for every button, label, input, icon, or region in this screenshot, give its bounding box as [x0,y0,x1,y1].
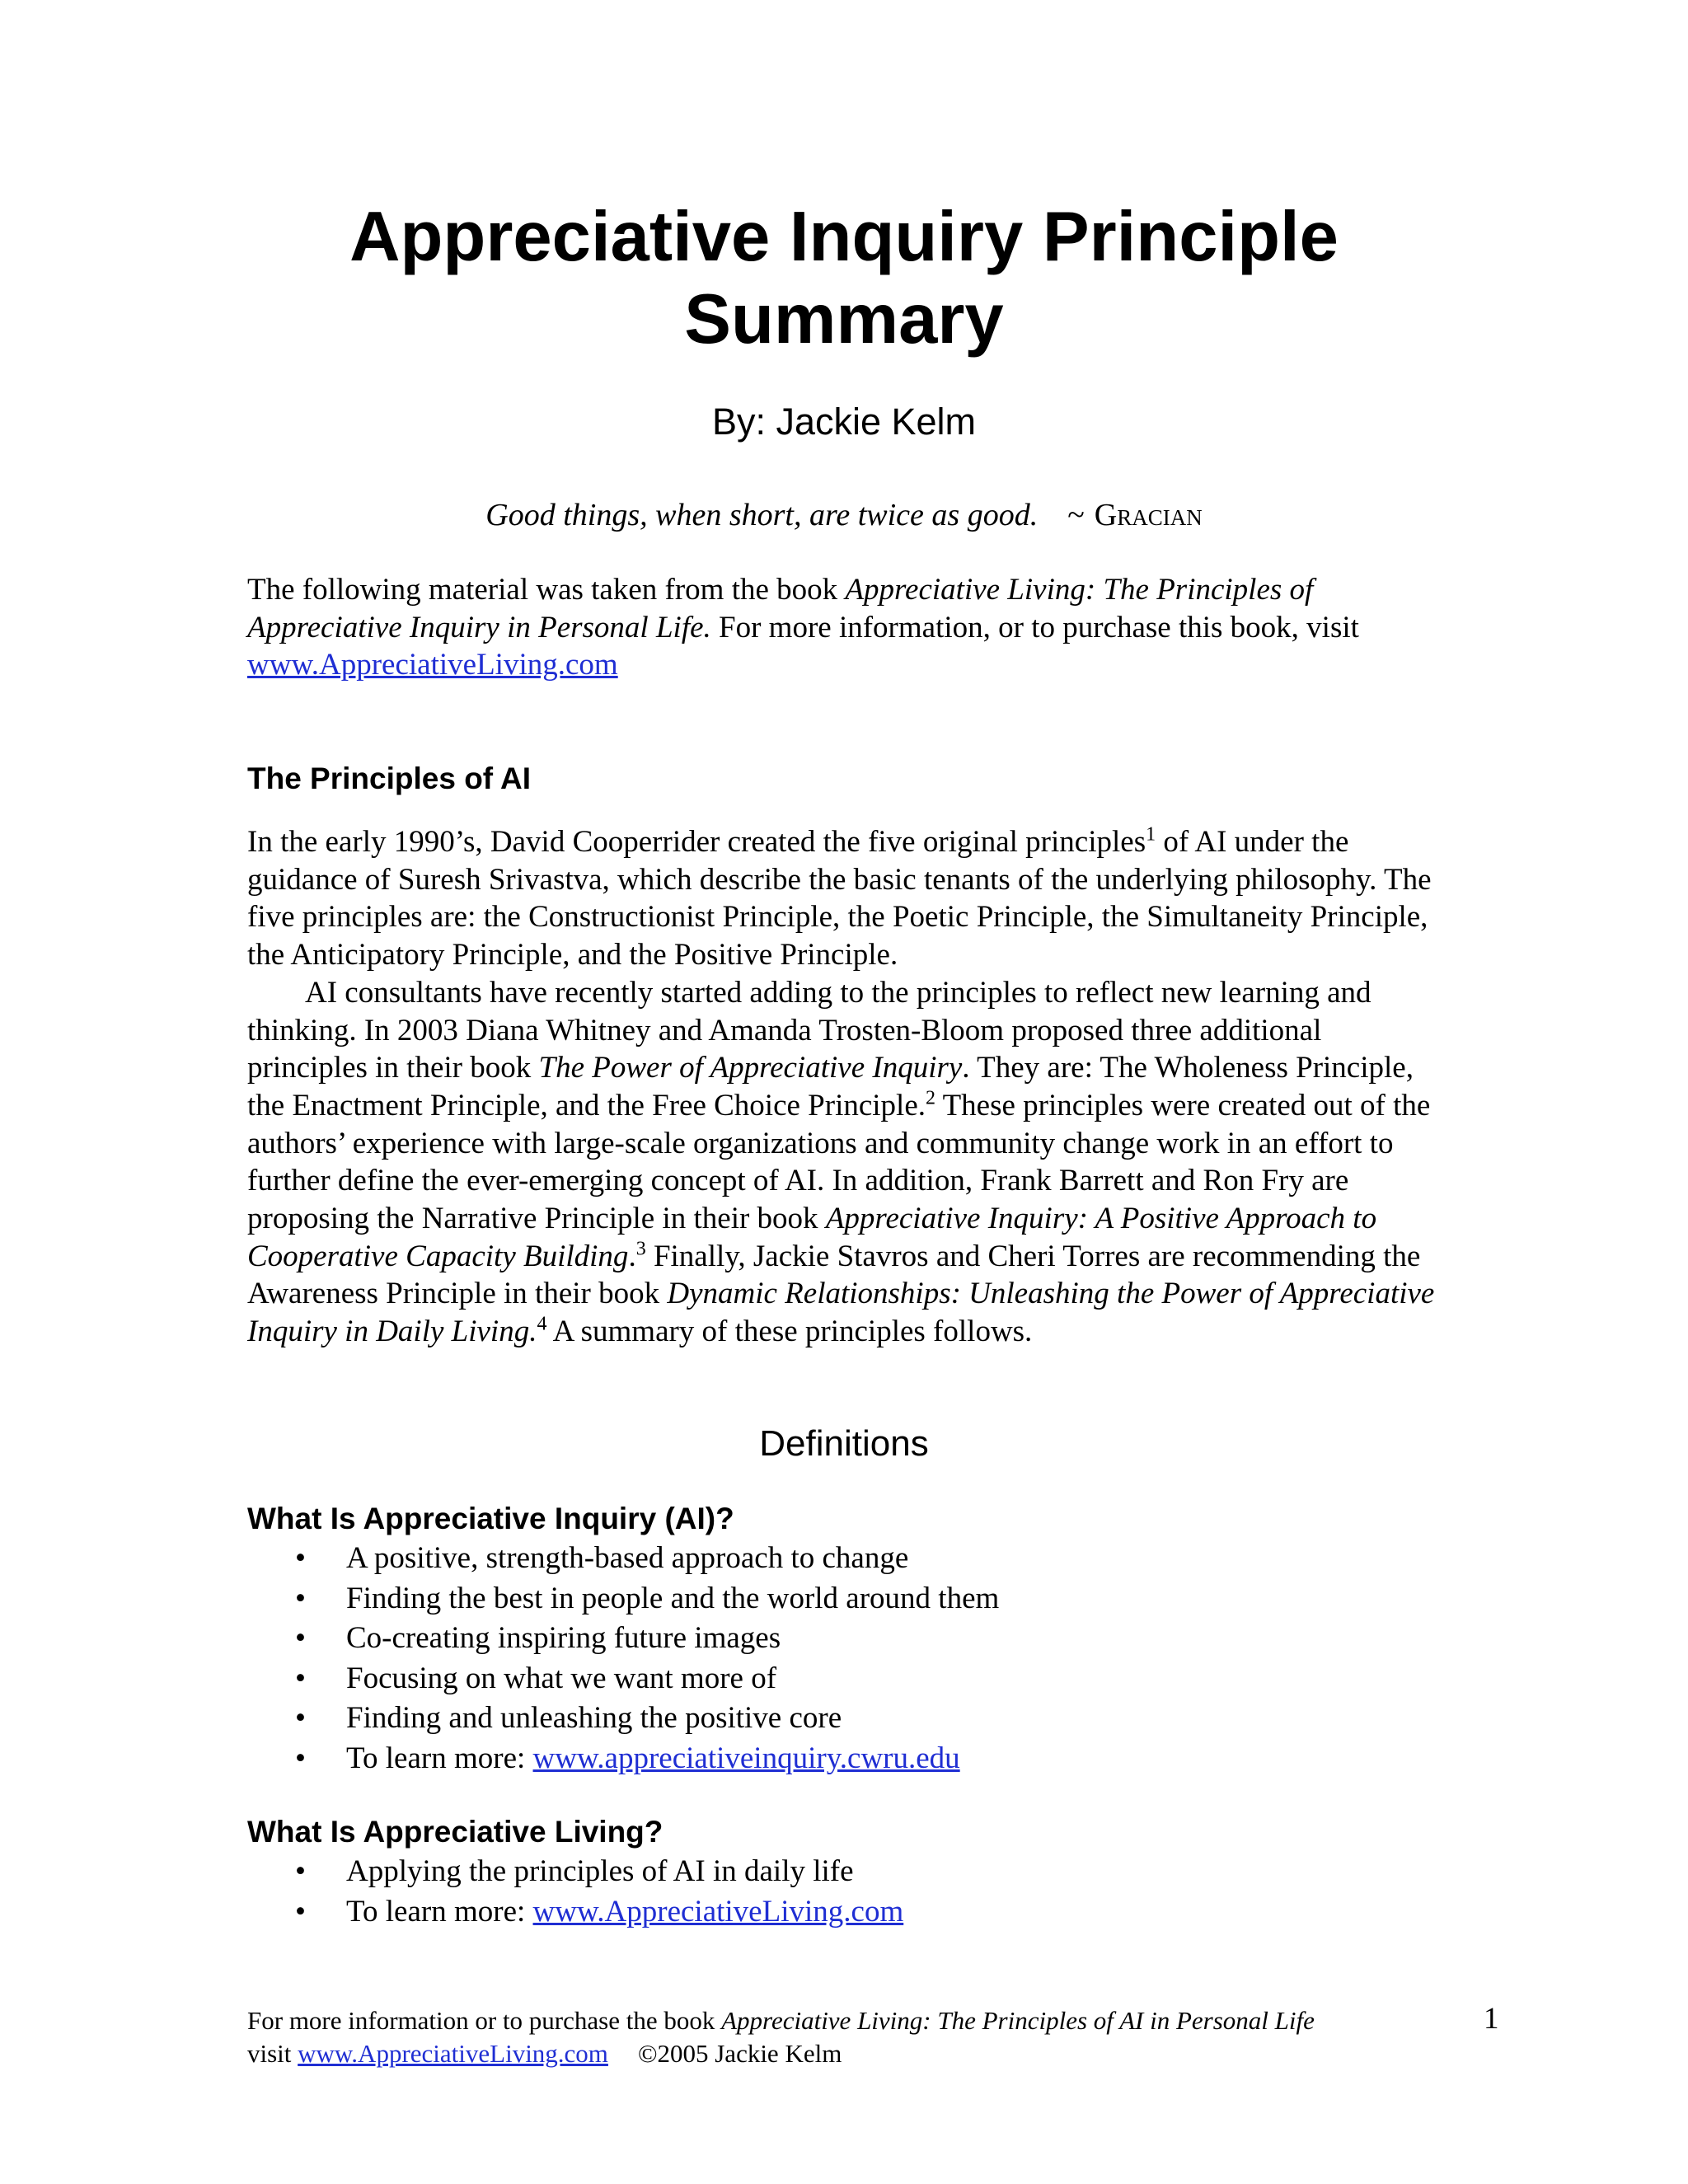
epigraph-author: Gracian [1094,498,1203,532]
document-title [0,196,1688,361]
list-item: • Finding the best in people and the world around them [247,1579,999,1619]
footer-copyright: ©2005 Jackie Kelm [637,2039,842,2068]
ai-learn-more-link[interactable]: www.appreciativeinquiry.cwru.edu [532,1741,960,1775]
list-item: • To learn more: www.appreciativeinquiry.cwru.edu [247,1739,999,1779]
definitions-heading: Definitions [759,1423,929,1464]
footnote-ref-4: 4 [537,1313,547,1335]
bullet-icon: • [295,1661,306,1695]
list-item: • Focusing on what we want more of [247,1659,999,1699]
list-item: • To learn more: www.AppreciativeLiving.com [247,1892,903,1933]
book-title-dynamic-relationships: Dynamic Relationships: Unleashing the Power of Appreciative Inquiry in Daily Living. [247,1277,1435,1349]
bullet-icon: • [295,1894,306,1929]
byline: By: Jackie Kelm [711,401,977,443]
intro-paragraph [247,571,1442,684]
intro-website-link[interactable]: www.AppreciativeLiving.com [247,648,618,682]
footnote-ref-3: 3 [635,1238,646,1260]
what-is-al-heading: What Is Appreciative Living? [247,1815,663,1849]
principles-heading: The Principles of AI [247,762,532,795]
title-line-1: Appreciative Inquiry Principle [349,198,1339,276]
title-line-2: Summary [684,280,1004,359]
bullet-icon: • [295,1581,306,1615]
page-number: 1 [1484,2002,1499,2036]
bullet-icon: • [295,1621,306,1656]
principles-paragraph-1: In the early 1990’s, David Cooperrider created the five original principles$^1$ of AI under the guidance of Suresh Srivastva, which describe the basic tenants of the underlying philosophy. The five principles are: the Constructionist Principle, the Poetic Principle, the Simultaneity Principle, the Anticipatory Principle, and the Positive Principle. [247,823,1432,972]
list-item: • Finding and unleashing the positive core [247,1699,999,1739]
list-item: • Co-creating inspiring future images [247,1619,999,1659]
what-is-ai-list [247,1539,999,1779]
footnote-ref-1: 1 [1146,823,1156,846]
footer-book-title: Appreciative Living: The Principles of AI in Personal Life [721,2006,1315,2035]
epigraph-text: Good things, when short, are twice as good. [485,498,1039,532]
principles-body [247,823,1442,1351]
epigraph [0,494,1688,536]
bullet-icon: • [295,1701,306,1736]
bullet-icon: • [295,1854,306,1888]
what-is-al-list [247,1852,903,1932]
epigraph-tilde: ~ [1067,498,1085,532]
footer-line-1: For more information or to purchase the book Appreciative Living: The Principles of AI in Personal Life [247,2006,1315,2035]
footer-line-2: visit www.AppreciativeLiving.com ©2005 Jackie Kelm [247,2039,842,2068]
footnote-ref-2: 2 [926,1087,935,1109]
al-learn-more-link[interactable]: www.AppreciativeLiving.com [532,1894,904,1929]
footer-website-link[interactable]: www.AppreciativeLiving.com [298,2039,608,2068]
bullet-icon: • [295,1541,306,1575]
intro-book-title: Appreciative Living: The Principles of Appreciative Inquiry in Personal Life. [247,573,1314,644]
list-item: • A positive, strength-based approach to change [247,1539,999,1579]
bullet-icon: • [295,1741,306,1775]
list-item: • Applying the principles of AI in daily life [247,1852,903,1892]
book-title-power-of-ai: The Power of Appreciative Inquiry [538,1051,963,1085]
principles-paragraph-2: AI consultants have recently started adding to the principles to reflect new learning and thinking. In 2003 Diana Whitney and Amanda Trosten-Bloom proposed three additional principles in their book The Power of Appreciative Inquiry. They are: The Wholeness Principle, the Enactment Principle, and the Free Choice Principle.$^2$ These principles were created out of the authors’ experience with large-scale organizations and community change work in an effort to further define the ever-emerging concept of AI. In addition, Frank Barrett and Ron Fry are proposing the Narrative Principle in their book Appreciative Inquiry: A Positive Approach to Cooperative Capacity Building.$^3$ Finally, Jackie Stavros and Cheri Torres are recommending the Awareness Principle in their book Dynamic Relationships: Unleashing the Power of Appreciative Inquiry in Daily Living.$^4$ A summary of these principles follows. [247,975,1435,1349]
what-is-ai-heading: What Is Appreciative Inquiry (AI)? [247,1502,734,1535]
intro-text: The following material was taken from the book [247,573,846,607]
page-footer [247,2004,1315,2070]
book-title-positive-approach: Appreciative Inquiry: A Positive Approach to Cooperative Capacity Building [247,1202,1377,1273]
intro-text-2: For more information, or to purchase this book, visit [710,610,1359,644]
